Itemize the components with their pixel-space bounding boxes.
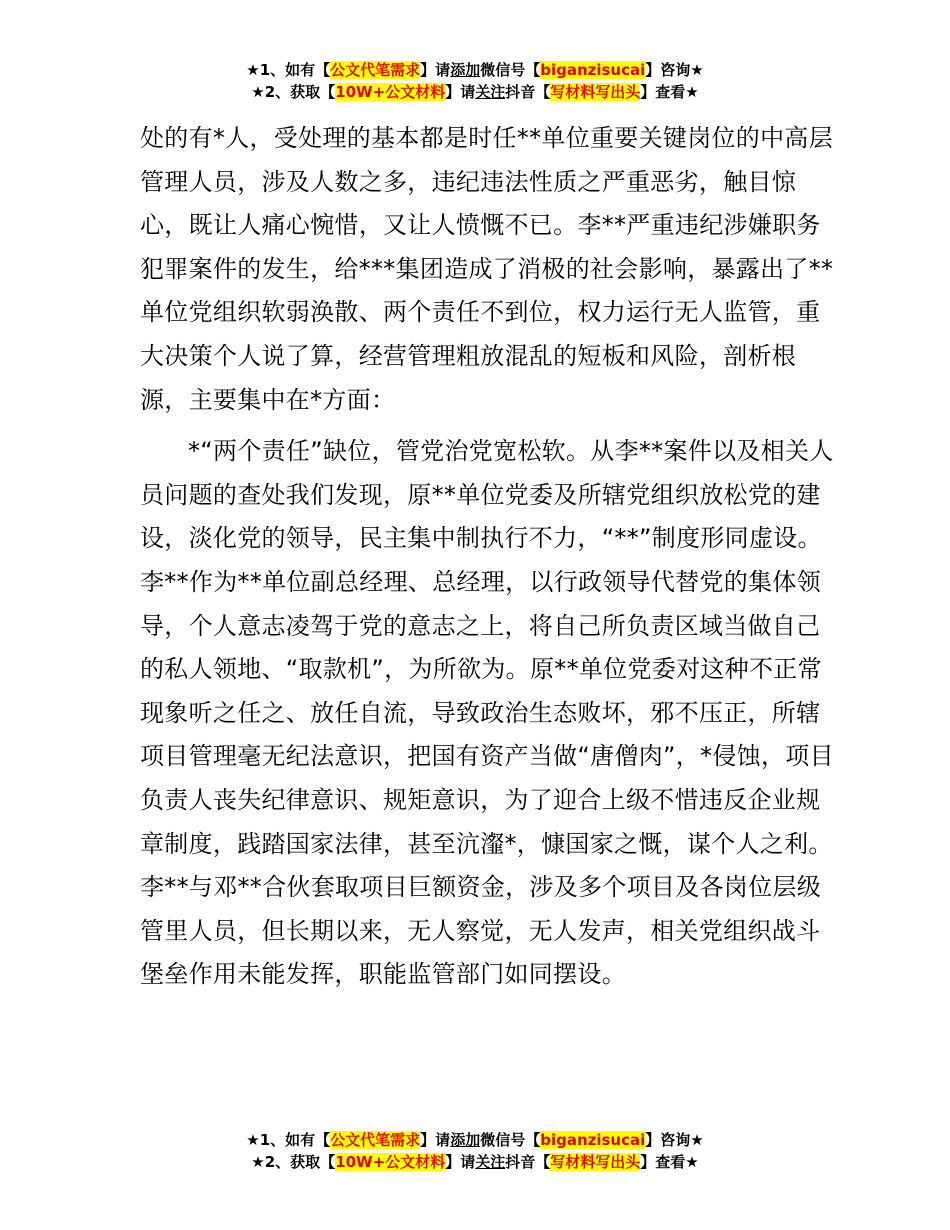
banner-text: 抖音【	[505, 1153, 551, 1171]
banner-text: 】请	[445, 83, 476, 101]
banner-text: 】查看★	[640, 83, 699, 101]
banner-text: ★1、如有【	[246, 61, 331, 79]
banner-line-1	[0, 1129, 950, 1151]
banner-highlight: biganzisucai	[540, 1131, 646, 1149]
banner-highlight: 10W+公文材料	[335, 83, 446, 101]
banner-highlight: 写材料写出头	[550, 83, 641, 101]
banner-text: 】请	[420, 61, 451, 79]
banner-underline: 关注	[475, 1153, 506, 1171]
banner-line-2	[0, 1151, 950, 1173]
paragraph-2: *“两个责任”缺位，管党治党宽松软。从李**案件以及相关人员问题的查处我们发现，原**单位党委及所辖党组织放松党的建设，淡化党的领导，民主集中制执行不力，“**”制度形同虚设。李**作为**单位副总经理、总经理，以行政领导代替党的集体领导，个人意志凌驾于党的意志之上，将自己所负责区域当做自己的私人领地、“取款机”，为所欲为。原**单位党委对这种不正常现象听之任之、放任自流，导致政治生态败坏，邪不压正，所辖项目管理毫无纪法意识，把国有资产当做“唐僧肉”，*侵蚀，项目负责人丧失纪律意识、规矩意识，为了迎合上级不惜违反企业规章制度，践踏国家法律，甚至沆瀣*，慷国家之慨，谋个人之利。李**与邓**合伙套取项目巨额资金，涉及多个项目及各岗位层级管里人员，但长期以来，无人察觉，无人发声，相关党组织战斗堡垒作用未能发挥，职能监管部门如同摆设。	[140, 437, 834, 989]
banner-underline: 关注	[475, 83, 506, 101]
banner-highlight: 公文代笔需求	[330, 1131, 421, 1149]
banner-text: 抖音【	[505, 83, 551, 101]
footer-banner	[0, 1129, 950, 1173]
paragraph-1: 处的有*人，受处理的基本都是时任**单位重要关键岗位的中高层管理人员，涉及人数之多，违纪违法性质之严重恶劣，触目惊心，既让人痛心惋惜，又让人愤慨不已。李**严重违纪涉嫌职务犯罪案件的发生，给***集团造成了消极的社会影响，暴露出了**单位党组织软弱涣散、两个责任不到位，权力运行无人监管，重大决策个人说了算，经营管理粗放混乱的短板和风险，剖析根源，主要集中在*方面：	[140, 124, 834, 414]
banner-line-2	[0, 81, 950, 103]
banner-text: 微信号【	[480, 1131, 541, 1149]
banner-text: 】咨询★	[645, 61, 704, 79]
banner-text: 微信号【	[480, 61, 541, 79]
banner-text: 】咨询★	[645, 1131, 704, 1149]
banner-text: ★2、获取【	[251, 83, 336, 101]
banner-underline: 添加	[450, 61, 481, 79]
banner-highlight: biganzisucai	[540, 61, 646, 79]
banner-text: 】请	[420, 1131, 451, 1149]
banner-text: ★2、获取【	[251, 1153, 336, 1171]
banner-text: 】请	[445, 1153, 476, 1171]
banner-highlight: 10W+公文材料	[335, 1153, 446, 1171]
banner-highlight: 写材料写出头	[550, 1153, 641, 1171]
banner-line-1	[0, 59, 950, 81]
document-body	[140, 117, 835, 997]
banner-underline: 添加	[450, 1131, 481, 1149]
banner-text: ★1、如有【	[246, 1131, 331, 1149]
banner-highlight: 公文代笔需求	[330, 61, 421, 79]
banner-text: 】查看★	[640, 1153, 699, 1171]
header-banner	[0, 59, 950, 103]
